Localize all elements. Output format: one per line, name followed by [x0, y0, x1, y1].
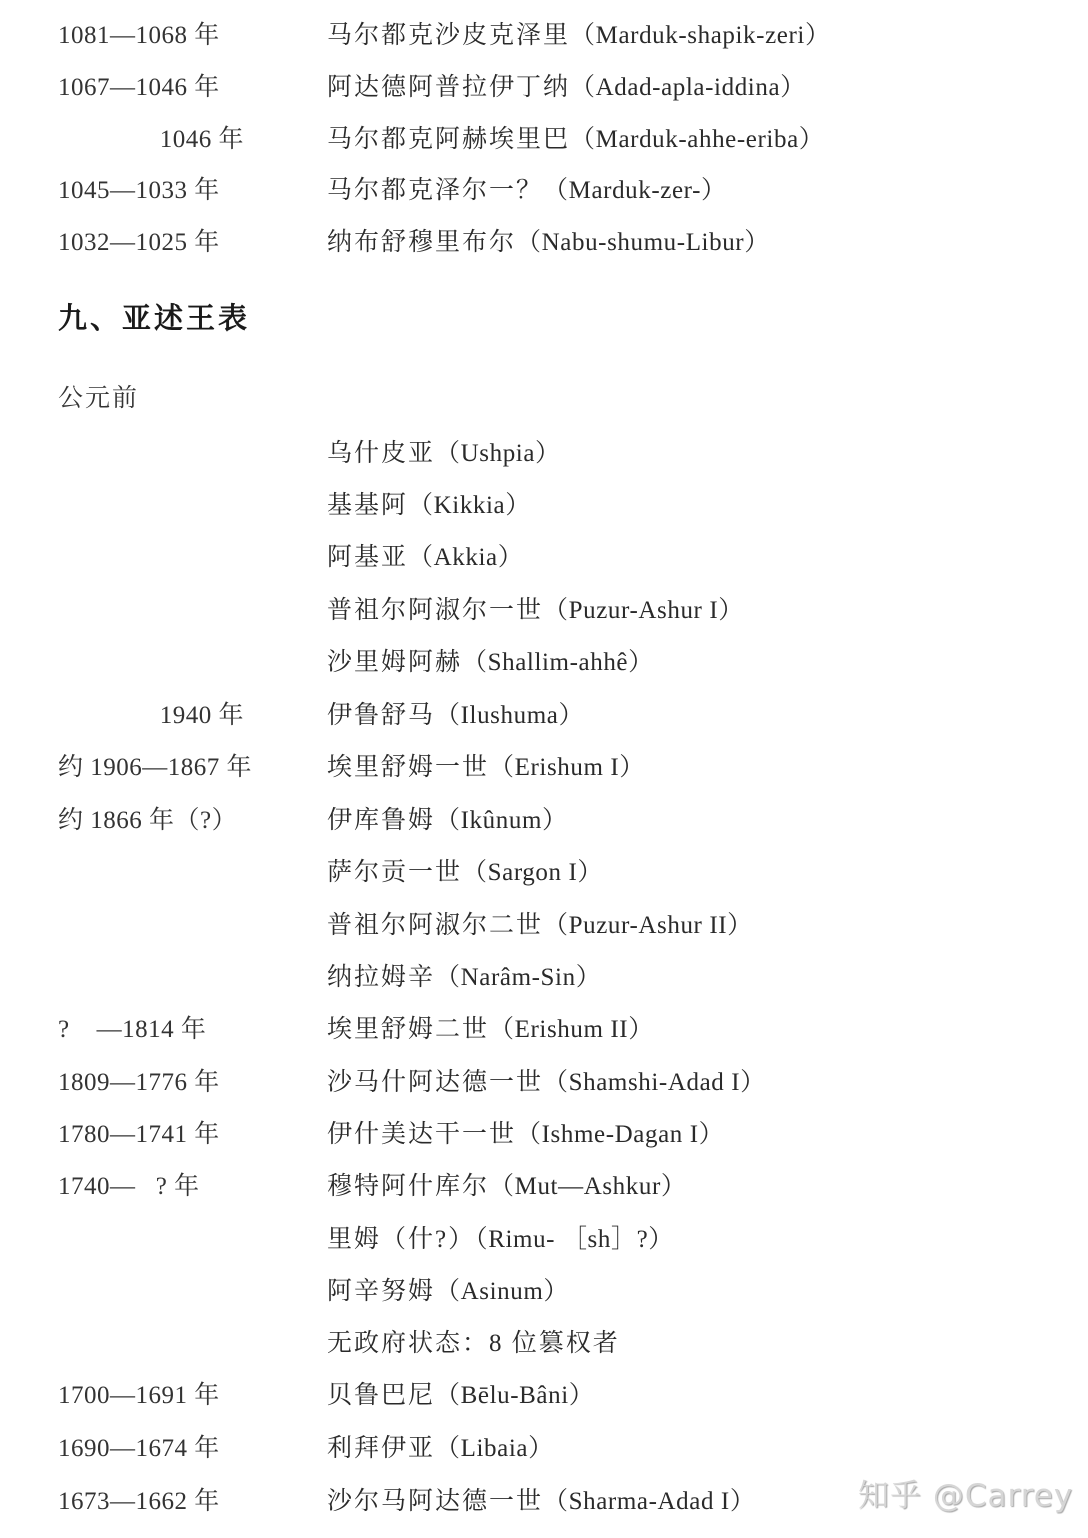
king-name-chinese: 乌什皮亚 [327, 440, 436, 467]
king-name [327, 1114, 724, 1150]
king-name-chinese: 阿辛努姆 [327, 1278, 436, 1305]
king-name [327, 119, 824, 155]
king-name-chinese: 伊什美达干一世 [327, 1121, 517, 1148]
reign-dates: 约 1906—1867 年 [58, 754, 253, 781]
king-name [327, 1219, 674, 1255]
king-name-latin: （Akkia） [408, 544, 524, 571]
king-name-latin: （Rimu- ［sh］?） [475, 1226, 674, 1253]
king-name-chinese: 普祖尔阿淑尔二世 [327, 912, 544, 939]
king-name [327, 747, 645, 783]
king-name [327, 433, 561, 469]
king-name-chinese: 伊库鲁姆 [327, 807, 436, 834]
king-name-latin: （Mut—Ashkur） [489, 1173, 687, 1200]
reign-dates: 1032—1025 年 [58, 229, 220, 256]
reign-dates: 1700—1691 年 [58, 1382, 220, 1409]
king-name-latin: （Sharma-Adad I） [543, 1488, 756, 1515]
king-name [327, 1428, 554, 1464]
king-name-latin: （Marduk-zer-） [543, 177, 727, 204]
king-name [327, 800, 568, 836]
list-item [0, 1269, 1088, 1309]
king-name-chinese: 阿达德阿普拉伊丁纳 [327, 74, 571, 101]
list-item [0, 1321, 1088, 1361]
list-item [0, 955, 1088, 995]
list-item [0, 1112, 1088, 1152]
list-item [0, 13, 1088, 53]
king-name-chinese: 马尔都克阿赫埃里巴 [327, 126, 571, 153]
king-name-latin: （Ishme-Dagan I） [516, 1121, 725, 1148]
king-name-chinese: 埃里舒姆二世 [327, 1016, 490, 1043]
king-name [327, 15, 831, 51]
reign-dates: 1081—1068 年 [58, 22, 220, 49]
king-name-chinese: 马尔都克泽尔一？ [327, 177, 544, 204]
king-name-latin: （Asinum） [435, 1278, 569, 1305]
reign-dates: 1690—1674 年 [58, 1435, 220, 1462]
king-name-latin: （Ushpia） [435, 440, 561, 467]
king-name-latin: （Adad-apla-iddina） [570, 74, 806, 101]
reign-dates: 1809—1776 年 [58, 1069, 220, 1096]
king-name [327, 485, 531, 521]
list-item [0, 850, 1088, 890]
reign-dates: 1740— ? 年 [58, 1173, 200, 1200]
king-name-chinese: 沙马什阿达德一世 [327, 1069, 544, 1096]
reign-dates: 1940 年 [159, 702, 244, 729]
king-name-latin: （Marduk-shapik-zeri） [570, 22, 831, 49]
reign-dates: 1045—1033 年 [58, 177, 220, 204]
king-name-latin: （Puzur-Ashur I） [543, 597, 744, 624]
king-name-chinese: 利拜伊亚 [327, 1435, 436, 1462]
king-name-latin: （Kikkia） [408, 492, 531, 519]
list-item [0, 1373, 1088, 1413]
reign-dates: ? —1814 年 [58, 1016, 207, 1043]
king-name-chinese: 普祖尔阿淑尔一世 [327, 597, 544, 624]
king-name-latin: （Erishum II） [489, 1016, 654, 1043]
king-name-chinese: 里姆（什?） [327, 1226, 476, 1253]
king-name [327, 537, 523, 573]
list-item [0, 903, 1088, 943]
king-name-chinese: 穆特阿什库尔 [327, 1173, 490, 1200]
king-name-chinese: 阿基亚 [327, 544, 409, 571]
king-name-chinese: 伊鲁舒马 [327, 702, 436, 729]
list-item [0, 220, 1088, 260]
list-item [0, 798, 1088, 838]
king-name [327, 852, 603, 888]
king-name-chinese: 贝鲁巴尼 [327, 1382, 436, 1409]
king-name [327, 1166, 687, 1202]
reign-dates: 1067—1046 年 [58, 74, 220, 101]
list-item [0, 588, 1088, 628]
king-name [327, 957, 601, 993]
king-name [327, 170, 727, 206]
king-name-latin: （Ilushuma） [435, 702, 585, 729]
list-item [0, 483, 1088, 523]
king-name-latin: （Libaia） [435, 1435, 554, 1462]
list-item [0, 1426, 1088, 1466]
list-item [0, 117, 1088, 157]
king-name [327, 642, 654, 678]
king-name-chinese: 无政府状态：8 位篡权者 [327, 1330, 620, 1357]
list-item [0, 1217, 1088, 1257]
king-name [327, 222, 770, 258]
list-item [0, 431, 1088, 471]
king-name-chinese: 纳布舒穆里布尔 [327, 229, 517, 256]
reign-dates: 1673—1662 年 [58, 1488, 220, 1515]
king-name-latin: （Shallim-ahhê） [462, 649, 654, 676]
king-name-latin: （Nabu-shumu-Libur） [516, 229, 770, 256]
list-item [0, 640, 1088, 680]
anarchy-note [327, 1323, 620, 1359]
section-title: 九、亚述王表 [58, 301, 251, 335]
king-name-chinese: 马尔都克沙皮克泽里 [327, 22, 571, 49]
list-item [0, 535, 1088, 575]
king-name-chinese: 沙尔马阿达德一世 [327, 1488, 544, 1515]
king-name [327, 1009, 654, 1045]
watermark: 知乎 @Carrey [858, 1478, 1074, 1514]
list-item [0, 65, 1088, 105]
king-name [327, 1375, 594, 1411]
king-name-latin: （Puzur-Ashur II） [543, 912, 753, 939]
king-name-latin: （Narâm-Sin） [435, 964, 602, 991]
king-name-latin: （Erishum I） [489, 754, 645, 781]
king-name-latin: （Ikûnum） [435, 807, 568, 834]
list-item [0, 1007, 1088, 1047]
era-label: 公元前 [58, 385, 140, 412]
king-name [327, 67, 806, 103]
king-name-latin: （Bēlu-Bâni） [435, 1382, 595, 1409]
list-item [0, 1164, 1088, 1204]
king-name-latin: （Marduk-ahhe-eriba） [570, 126, 825, 153]
list-item [0, 1060, 1088, 1100]
reign-dates: 1046 年 [159, 126, 244, 153]
king-name-latin: （Shamshi-Adad I） [543, 1069, 766, 1096]
list-item [0, 745, 1088, 785]
king-name-chinese: 基基阿 [327, 492, 409, 519]
king-name-chinese: 纳拉姆辛 [327, 964, 436, 991]
list-item [0, 693, 1088, 733]
reign-dates: 约 1866 年（?） [58, 807, 238, 834]
king-name-chinese: 萨尔贡一世 [327, 859, 463, 886]
king-name-chinese: 埃里舒姆一世 [327, 754, 490, 781]
list-item [0, 168, 1088, 208]
king-name-latin: （Sargon I） [462, 859, 603, 886]
king-name [327, 695, 584, 731]
king-name [327, 1062, 766, 1098]
reign-dates: 1780—1741 年 [58, 1121, 220, 1148]
king-name [327, 905, 753, 941]
king-name [327, 590, 744, 626]
king-name [327, 1271, 569, 1307]
king-name [327, 1481, 755, 1517]
king-name-chinese: 沙里姆阿赫 [327, 649, 463, 676]
